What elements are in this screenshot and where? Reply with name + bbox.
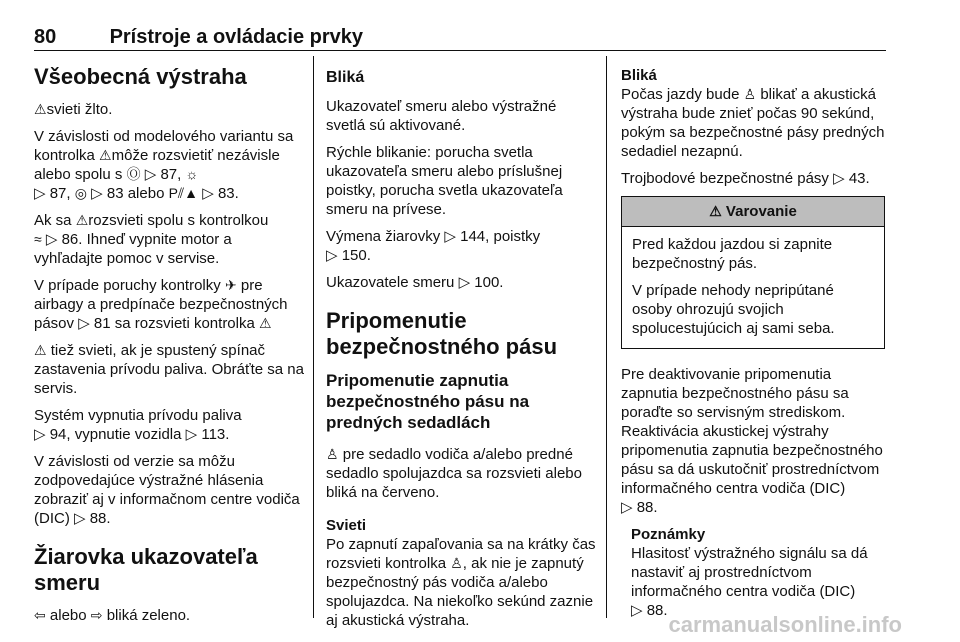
paragraph: Pre deaktivovanie pripomenutia zapnutia bezpečnostného pásu sa poraďte so servisným strediskom. Reaktivácia akustickej výstrahy pripomenutia zapnutia bezpečnostného pásu sa dá uskutočniť prostredníctvom informačného centra vodiča (DIC) ▷ 88. (621, 366, 883, 516)
section-heading-seatbelt-reminder: Pripomenutie bezpečnostného pásu (326, 308, 558, 359)
reference-arrow-icon: ▷ (621, 499, 633, 516)
warning-triangle-icon: ⚠ (99, 147, 112, 163)
reference-arrow-icon: ▷ (91, 185, 103, 202)
park-assist-icon: P⫽▲ (168, 185, 199, 201)
subheading-front-seat-reminder: Pripomenutie zapnutia bezpečnostného pásu na predných sedadlách (326, 371, 530, 432)
subheading-blika: Bliká (326, 69, 365, 86)
warning-box (621, 196, 885, 349)
paragraph: Hlasitosť výstražného signálu sa dá nastaviť aj prostredníctvom informačného centra vodiča (DIC) ▷ 88. (631, 545, 868, 619)
column-2 (326, 62, 596, 638)
seatbelt-icon: ♙ (326, 446, 339, 462)
reference-arrow-icon: ▷ (202, 185, 214, 202)
column-1 (34, 62, 304, 633)
paragraph: Systém vypnutia prívodu paliva ▷ 94, vypnutie vozidla ▷ 113. (34, 407, 242, 443)
oil-pressure-icon: Ⓞ (126, 166, 141, 182)
reference-arrow-icon: ▷ (458, 274, 471, 291)
page-title: Prístroje a ovládacie prvky (109, 26, 364, 48)
subheading-svieti: Svieti (326, 517, 367, 534)
seatbelt-icon: ♙ (450, 555, 463, 571)
section-heading-turn-signal: Žiarovka ukazovateľa smeru (34, 544, 258, 595)
paragraph: Ak sa ⚠rozsvieti spolu s kontrolkou ≈ ▷ 86. Ihneď vypnite motor a vyhľadajte pomoc v servise. (34, 212, 269, 267)
paragraph: Pred každou jazdou si zapnite bezpečnostný pás. (632, 236, 833, 272)
turn-signal-icon: ⇨ (90, 607, 103, 623)
watermark: carmanualsonline.info (668, 612, 902, 637)
note-block (621, 525, 885, 620)
reference-arrow-icon: ▷ (444, 228, 456, 245)
paragraph: V prípade poruchy kontrolky ✈ pre airbagy a predpínače bezpečnostných pásov ▷ 81 sa rozsvieti kontrolka ⚠ (34, 277, 288, 332)
paragraph: Ukazovatele smeru ▷ 100. (326, 274, 504, 291)
reference-arrow-icon: ▷ (185, 426, 198, 443)
column-3 (621, 62, 885, 628)
warning-triangle-icon: ⚠ (709, 203, 722, 219)
paragraph: Počas jazdy bude ♙ blikať a akustická výstraha bude znieť počas 90 sekúnd, pokým sa bezpečnostné pásy predných sedadiel nezapnú. (621, 86, 885, 160)
paragraph: ⚠svieti žlto. (34, 101, 113, 118)
subheading-blika: Bliká (621, 67, 657, 84)
paragraph: V prípade nehody nepripútané osoby ohrozujú svojich spolucestujúcich aj sami seba. (632, 282, 835, 337)
paragraph: Rýchle blikanie: porucha svetla ukazovateľa smeru alebo príslušnej poistky, porucha svetla ukazovateľa smeru na prívese. (326, 144, 563, 218)
reference-arrow-icon: ▷ (74, 510, 86, 527)
reference-arrow-icon: ▷ (144, 166, 157, 183)
reference-arrow-icon: ▷ (326, 247, 338, 264)
reference-arrow-icon: ▷ (631, 602, 643, 619)
sun-light-icon: ☼ (185, 166, 199, 182)
paragraph: Výmena žiarovky ▷ 144, poistky ▷ 150. (326, 228, 541, 264)
brake-system-icon: ◎ (74, 185, 87, 201)
warning-triangle-icon: ⚠ (34, 101, 47, 117)
warning-box-header: ⚠ Varovanie (622, 197, 884, 227)
coolant-temperature-icon: ≈ (34, 231, 42, 247)
seatbelt-icon: ♙ (743, 86, 757, 102)
paragraph: V závislosti od verzie sa môžu zodpovedajúce výstražné hlásenia zobraziť aj v informačnom centre vodiča (DIC) ▷ 88. (34, 453, 300, 527)
warning-triangle-icon: ⚠ (34, 342, 47, 358)
column-divider-1 (313, 56, 314, 618)
section-heading-general-warning: Všeobecná výstraha (34, 64, 247, 89)
page-header (34, 26, 363, 49)
warning-box-body (622, 227, 884, 348)
column-divider-2 (606, 56, 607, 618)
note-title: Poznámky (631, 526, 706, 543)
paragraph: ♙ pre sedadlo vodiča a/alebo predné sedadlo spolujazdca sa rozsvieti alebo bliká na červeno. (326, 446, 582, 501)
paragraph: ⚠ tiež svieti, ak je spustený spínač zastavenia prívodu paliva. Obráťte sa na servis. (34, 342, 304, 397)
reference-arrow-icon: ▷ (833, 170, 845, 187)
reference-arrow-icon: ▷ (34, 426, 46, 443)
page-number: 80 (34, 26, 57, 48)
paragraph: ⇦ alebo ⇨ bliká zeleno. (34, 607, 191, 624)
paragraph: V závislosti od modelového variantu sa kontrolka ⚠môže rozsvietiť nezávisle alebo spolu s Ⓞ ▷ 87, ☼ ▷ 87, ◎ ▷ 83 alebo P⫽▲ ▷ 83. (34, 128, 294, 202)
reference-arrow-icon: ▷ (78, 315, 90, 332)
paragraph: Ukazovateľ smeru alebo výstražné svetlá sú aktivované. (326, 98, 557, 134)
warning-triangle-icon: ⚠ (259, 315, 272, 331)
paragraph: Po zapnutí zapaľovania sa na krátky čas rozsvieti kontrolka ♙, ak nie je zapnutý bezpečnostný pás vodiča a/alebo spolujazdca. Na niekoľko sekúnd zaznie aj akustická výstraha. (326, 536, 596, 629)
turn-signal-icon: ⇦ (34, 607, 46, 623)
airbag-icon: ✈ (224, 277, 237, 293)
header-rule (34, 50, 886, 51)
reference-arrow-icon: ▷ (45, 231, 58, 248)
warning-triangle-icon: ⚠ (75, 212, 89, 228)
reference-arrow-icon: ▷ (34, 185, 46, 202)
paragraph: Trojbodové bezpečnostné pásy ▷ 43. (621, 170, 870, 187)
